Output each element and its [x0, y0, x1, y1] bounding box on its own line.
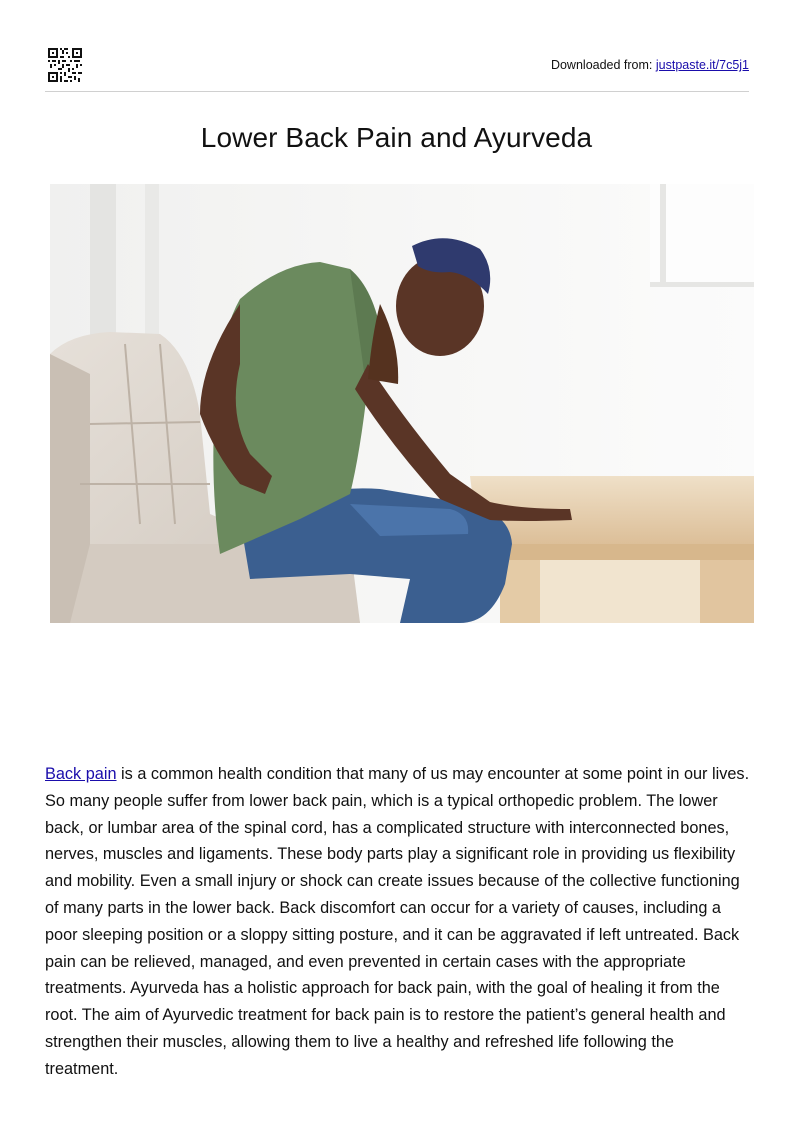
article-photo — [50, 184, 754, 623]
source-link[interactable]: justpaste.it/7c5j1 — [655, 58, 749, 72]
back-pain-link[interactable]: Back pain — [45, 765, 117, 783]
qr-code-icon — [47, 47, 83, 83]
page-header — [45, 46, 749, 92]
download-source — [551, 58, 749, 72]
page-title: Lower Back Pain and Ayurveda — [200, 122, 593, 153]
article-paragraph-text: is a common health condition that many of us may encounter at some point in our lives. So many people suffer from lower back pain, which is a typical orthopedic problem. The lower back, or lumbar area of the spinal cord, has a complicated structure with interconnected bones, nerves, muscles and ligaments. These body parts play a significant role in providing us flexibility and mobility. Even a small injury or shock can create issues because of the collective functioning of many parts in the lower back. Back discomfort can occur for a variety of causes, including a poor sleeping position or a sloppy sitting posture, and it can be aggravated if left untreated. Back pain can be relieved, managed, and even prevented in certain cases with the appropriate treatments. Ayurveda has a holistic approach for back pain, with the goal of healing it from the root. The aim of Ayurvedic treatment for back pain is to restore the patient’s general health and strengthen their muscles, allowing them to live a healthy and refreshed life following the treatment. — [45, 765, 750, 1078]
article-paragraph — [45, 761, 750, 1083]
download-source-label: Downloaded from: — [550, 58, 653, 72]
